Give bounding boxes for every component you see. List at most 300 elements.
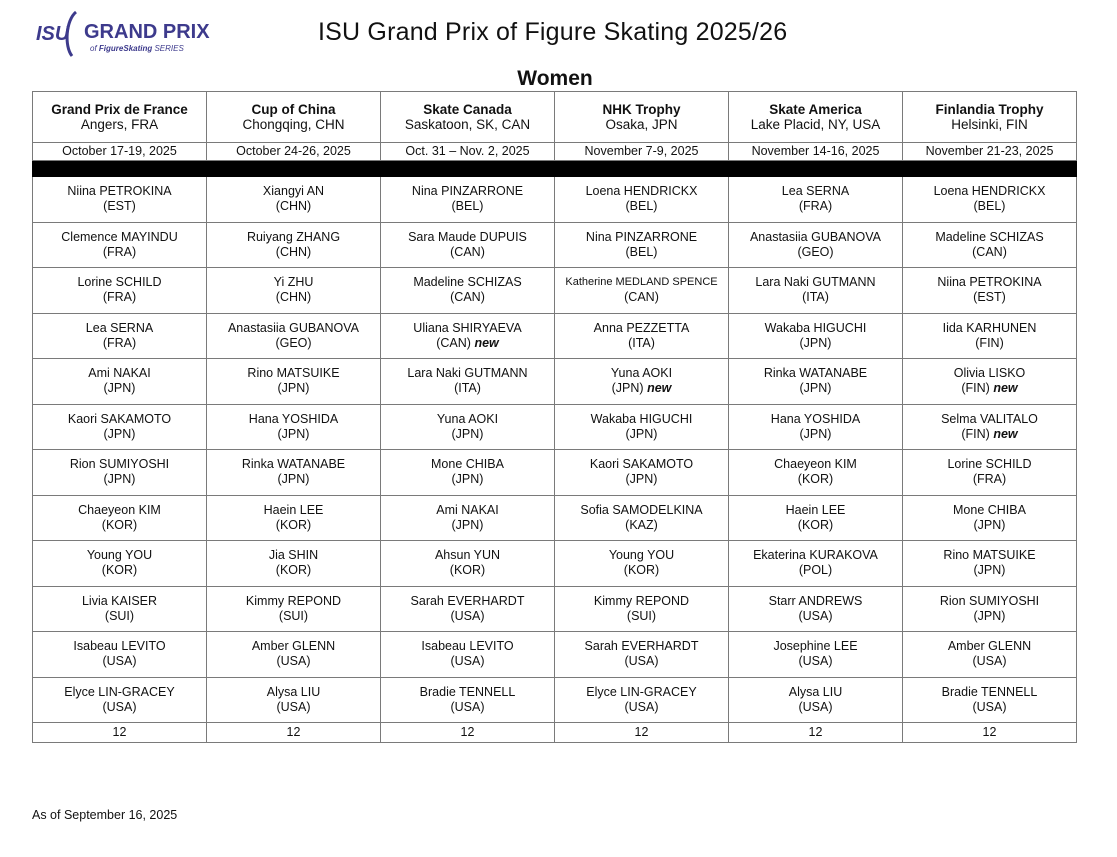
svg-text:GRAND PRIX: GRAND PRIX [84, 21, 210, 43]
skater-country: (USA) [972, 654, 1007, 669]
skater-country: (USA) [276, 654, 311, 669]
skater-name: Ruiyang ZHANG [246, 229, 341, 244]
skater-country-line [383, 609, 552, 624]
section-title-women: Women [517, 67, 593, 90]
event-header [207, 92, 381, 143]
skater-cell [729, 177, 903, 223]
skater-country: (JPN) [973, 563, 1006, 578]
skater-country: (JPN) [103, 426, 136, 441]
skater-cell [33, 404, 207, 450]
skater-name: Ami NAKAI [436, 502, 499, 517]
skater-country-line [35, 700, 204, 715]
separator-cell [903, 161, 1077, 177]
isu-logo-graphic [36, 8, 226, 60]
event-header [555, 92, 729, 143]
skater-cell [729, 404, 903, 450]
skater-name: Olivia LISKO [953, 366, 1026, 381]
skater-name: Rion SUMIYOSHI [939, 593, 1040, 608]
skater-country-line [731, 563, 900, 578]
skater-country: (FRA) [102, 244, 137, 259]
skater-country: (CAN) [450, 290, 485, 305]
skater-cell [555, 404, 729, 450]
skater-cell [381, 586, 555, 632]
skater-country-line [35, 336, 204, 351]
skater-name: Rinka WATANABE [241, 457, 346, 472]
table-row [33, 222, 1077, 268]
skater-cell [555, 495, 729, 541]
skater-country: (ITA) [454, 381, 481, 396]
skater-country: (CAN) [450, 244, 485, 259]
skater-name: Ami NAKAI [88, 366, 151, 381]
event-total: 12 [381, 723, 555, 743]
skater-country: (SUI) [104, 608, 135, 623]
skater-country: (ITA) [628, 335, 655, 350]
skater-name: Madeline SCHIZAS [413, 275, 522, 290]
event-name: Cup of China [251, 102, 336, 117]
skater-cell [555, 632, 729, 678]
table-row [33, 677, 1077, 723]
skater-country: (JPN) [799, 381, 832, 396]
skater-country-line [731, 381, 900, 396]
skater-country: (POL) [798, 563, 833, 578]
skater-name: Jia SHIN [268, 548, 319, 563]
event-header [729, 92, 903, 143]
skater-country-line [383, 245, 552, 260]
skater-name: Ahsun YUN [434, 548, 501, 563]
skater-name: Chaeyeon KIM [78, 502, 161, 517]
skater-country: (JPN) [625, 472, 658, 487]
skater-country: (JPN) [451, 472, 484, 487]
skater-cell [207, 404, 381, 450]
totals-row [33, 723, 1077, 743]
event-dates: October 17-19, 2025 [33, 143, 207, 161]
skater-name: Rion SUMIYOSHI [69, 457, 170, 472]
skater-name: Livia KAISER [81, 593, 158, 608]
skater-cell [729, 359, 903, 405]
skater-name: Yuna AOKI [610, 366, 673, 381]
svg-text:of FigureSkating SERIES: of FigureSkating SERIES [90, 44, 184, 53]
skater-name: Lea SERNA [85, 320, 154, 335]
skater-cell [903, 586, 1077, 632]
skater-country-line [209, 427, 378, 442]
event-dates: November 7-9, 2025 [555, 143, 729, 161]
table-row [33, 313, 1077, 359]
skater-country: (USA) [450, 654, 485, 669]
assignments-table [32, 91, 1077, 743]
skater-cell [33, 495, 207, 541]
skater-cell [33, 222, 207, 268]
separator-cell [381, 161, 555, 177]
skater-name: Mone CHIBA [953, 502, 1026, 517]
skater-name: Yi ZHU [273, 275, 314, 290]
skater-country-line [731, 199, 900, 214]
event-total: 12 [33, 723, 207, 743]
event-total: 12 [555, 723, 729, 743]
skater-cell [207, 222, 381, 268]
skater-country-line [383, 199, 552, 214]
skater-cell [33, 177, 207, 223]
skater-name: Kimmy REPOND [245, 593, 342, 608]
skater-cell [207, 586, 381, 632]
skater-name: Loena HENDRICKX [585, 184, 698, 199]
skater-country-line [557, 609, 726, 624]
skater-country: (JPN) [277, 381, 310, 396]
event-name: NHK Trophy [602, 102, 681, 117]
separator-cell [207, 161, 381, 177]
skater-country-line [557, 654, 726, 669]
event-total: 12 [729, 723, 903, 743]
skater-cell [729, 632, 903, 678]
skater-cell [207, 450, 381, 496]
skater-cell [381, 268, 555, 314]
skater-country-line [557, 518, 726, 533]
event-dates: October 24-26, 2025 [207, 143, 381, 161]
skater-country: (CHN) [275, 199, 312, 214]
skater-country: (CHN) [275, 244, 312, 259]
table-row [33, 359, 1077, 405]
skater-cell [207, 541, 381, 587]
table-row [33, 177, 1077, 223]
skater-country: (USA) [972, 699, 1007, 714]
isu-grand-prix-logo [36, 8, 226, 60]
skater-cell [33, 450, 207, 496]
skater-country: (FRA) [102, 335, 137, 350]
skater-country-line [731, 427, 900, 442]
skater-cell [207, 359, 381, 405]
skater-country-line [209, 472, 378, 487]
skater-cell [903, 632, 1077, 678]
event-location: Osaka, JPN [605, 117, 678, 132]
skater-country-line [905, 245, 1074, 260]
skater-name: Yuna AOKI [436, 411, 499, 426]
skater-country: (FRA) [972, 472, 1007, 487]
skater-cell [381, 404, 555, 450]
skater-country: (FRA) [798, 199, 833, 214]
skater-country: (SUI) [278, 608, 309, 623]
skater-name: Madeline SCHIZAS [935, 229, 1044, 244]
skater-country-line [209, 518, 378, 533]
skater-country: (EST) [103, 199, 136, 214]
skater-country-line [557, 700, 726, 715]
skater-country: (FRA) [102, 290, 137, 305]
skater-country-line [35, 609, 204, 624]
skater-country-line [209, 199, 378, 214]
skater-country-line [731, 700, 900, 715]
skater-name: Sarah EVERHARDT [410, 593, 525, 608]
skater-country: (FIN) [961, 381, 990, 396]
skater-country: (KOR) [449, 563, 486, 578]
skater-country-line [905, 336, 1074, 351]
skater-country: (JPN) [973, 517, 1006, 532]
skater-country: (USA) [102, 654, 137, 669]
skater-name: Isabeau LEVITO [421, 639, 514, 654]
skater-country-line [209, 245, 378, 260]
skater-name: Elyce LIN-GRACEY [64, 684, 175, 699]
skater-name: Niina PETROKINA [937, 275, 1042, 290]
skater-country-line [383, 336, 552, 351]
skater-name: Sofia SAMODELKINA [580, 502, 703, 517]
skater-name: Kimmy REPOND [593, 593, 690, 608]
skater-country: (FIN) [961, 426, 990, 441]
skater-cell [555, 677, 729, 723]
skater-name: Ekaterina KURAKOVA [753, 548, 878, 563]
skater-name: Rinka WATANABE [763, 366, 868, 381]
skater-country-line [557, 472, 726, 487]
skater-country-line [731, 518, 900, 533]
as-of-date: As of September 16, 2025 [32, 808, 178, 822]
skater-cell [33, 268, 207, 314]
skater-cell [555, 222, 729, 268]
skater-country-line [557, 563, 726, 578]
skater-country: (JPN) [625, 426, 658, 441]
table-row [33, 632, 1077, 678]
skater-country: (USA) [624, 699, 659, 714]
skater-country: (KOR) [623, 563, 660, 578]
skater-cell [555, 541, 729, 587]
skater-name: Rino MATSUIKE [247, 366, 340, 381]
skater-country-line [905, 518, 1074, 533]
event-header [903, 92, 1077, 143]
event-header-row [33, 92, 1077, 143]
skater-country-line [209, 563, 378, 578]
skater-cell [729, 450, 903, 496]
skater-name: Alysa LIU [788, 684, 843, 699]
skater-cell [381, 495, 555, 541]
skater-country-line [383, 563, 552, 578]
skater-country-line [731, 245, 900, 260]
skater-cell [555, 359, 729, 405]
skater-country-line [35, 563, 204, 578]
skater-country-line [209, 336, 378, 351]
skater-cell [207, 632, 381, 678]
skater-cell [207, 677, 381, 723]
skater-country: (JPN) [103, 472, 136, 487]
skater-country-line [209, 700, 378, 715]
document-title: ISU Grand Prix of Figure Skating 2025/26 [318, 18, 788, 46]
skater-country-line [557, 427, 726, 442]
skater-name: Hana YOSHIDA [248, 411, 339, 426]
skater-country: (JPN) [973, 608, 1006, 623]
event-dates: November 21-23, 2025 [903, 143, 1077, 161]
event-location: Lake Placid, NY, USA [750, 117, 881, 132]
skater-name: Iida KARHUNEN [942, 320, 1037, 335]
table-row [33, 450, 1077, 496]
skater-country: (JPN) [451, 426, 484, 441]
skater-country: (CAN) [436, 335, 471, 350]
skater-name: Nina PINZARRONE [411, 184, 524, 199]
skater-name: Josephine LEE [773, 639, 858, 654]
skater-cell [207, 268, 381, 314]
skater-name: Lorine SCHILD [77, 275, 162, 290]
skater-country: (GEO) [275, 335, 312, 350]
skater-country: (BEL) [451, 199, 484, 214]
skater-country-line [905, 700, 1074, 715]
skater-cell [33, 541, 207, 587]
skater-country-line [557, 199, 726, 214]
skater-country-line [209, 609, 378, 624]
skater-name: Haein LEE [263, 502, 324, 517]
skater-country-line [209, 381, 378, 396]
skater-cell [903, 541, 1077, 587]
event-header [33, 92, 207, 143]
event-name: Skate America [769, 102, 862, 117]
skater-name: Young YOU [86, 548, 153, 563]
skater-country-line [557, 381, 726, 396]
skater-country: (USA) [798, 699, 833, 714]
skater-name: Chaeyeon KIM [774, 457, 857, 472]
skater-country: (USA) [450, 608, 485, 623]
table-row [33, 586, 1077, 632]
skater-name: Anastasiia GUBANOVA [749, 229, 882, 244]
skater-cell [33, 632, 207, 678]
skater-cell [33, 677, 207, 723]
skater-country: (JPN) [277, 426, 310, 441]
event-location: Helsinki, FIN [951, 117, 1028, 132]
skater-cell [903, 495, 1077, 541]
event-name: Grand Prix de France [51, 102, 188, 117]
skater-country-line [905, 199, 1074, 214]
skater-cell [903, 222, 1077, 268]
skater-name: Sarah EVERHARDT [584, 639, 699, 654]
skater-name: Haein LEE [785, 502, 846, 517]
skater-name: Wakaba HIGUCHI [764, 320, 867, 335]
skater-name: Uliana SHIRYAEVA [413, 320, 522, 335]
skater-cell [381, 359, 555, 405]
event-dates: November 14-16, 2025 [729, 143, 903, 161]
skater-country: (KOR) [275, 517, 312, 532]
skater-name: Mone CHIBA [431, 457, 504, 472]
skater-cell [555, 586, 729, 632]
skater-name: Bradie TENNELL [941, 684, 1038, 699]
skater-country: (KAZ) [625, 517, 658, 532]
skater-country: (USA) [450, 699, 485, 714]
skater-country-line [905, 381, 1074, 396]
skater-country-line [383, 472, 552, 487]
skater-cell [207, 177, 381, 223]
skater-country: (KOR) [101, 563, 138, 578]
skater-name: Bradie TENNELL [419, 684, 516, 699]
skater-cell [729, 586, 903, 632]
table-row [33, 495, 1077, 541]
event-location: Angers, FRA [80, 117, 159, 132]
skater-country: (CAN) [972, 244, 1007, 259]
skater-name: Sara Maude DUPUIS [408, 229, 527, 244]
skater-cell [903, 268, 1077, 314]
skater-cell [903, 177, 1077, 223]
skater-country-line [905, 290, 1074, 305]
skater-country: (USA) [798, 608, 833, 623]
event-dates-row [33, 143, 1077, 161]
event-name: Finlandia Trophy [935, 102, 1044, 117]
skater-country-line [35, 654, 204, 669]
skater-country: (BEL) [625, 199, 658, 214]
skater-country: (JPN) [799, 426, 832, 441]
skater-cell [381, 541, 555, 587]
skater-country: (CHN) [275, 290, 312, 305]
skater-country-line [35, 427, 204, 442]
new-badge: new [993, 381, 1018, 396]
event-total: 12 [207, 723, 381, 743]
skater-country: (KOR) [275, 563, 312, 578]
skater-name: Loena HENDRICKX [933, 184, 1046, 199]
skater-name: Young YOU [608, 548, 675, 563]
skater-cell [729, 268, 903, 314]
skater-cell [555, 268, 729, 314]
skater-name: Starr ANDREWS [768, 593, 863, 608]
skater-country-line [905, 563, 1074, 578]
skater-name: Hana YOSHIDA [770, 411, 861, 426]
skater-country-line [731, 336, 900, 351]
skater-name: Amber GLENN [947, 639, 1032, 654]
table-row [33, 404, 1077, 450]
skater-country-line [731, 290, 900, 305]
skater-country-line [557, 290, 726, 305]
skater-name: Katherine MEDLAND SPENCE [565, 276, 718, 289]
skater-country: (USA) [798, 654, 833, 669]
skater-cell [555, 313, 729, 359]
skater-cell [903, 677, 1077, 723]
skater-name: Alysa LIU [266, 684, 321, 699]
svg-text:ISU: ISU [36, 23, 70, 45]
event-total: 12 [903, 723, 1077, 743]
skater-country: (FIN) [975, 335, 1004, 350]
skater-cell [729, 495, 903, 541]
skater-cell [729, 222, 903, 268]
skater-country: (JPN) [451, 517, 484, 532]
skater-country-line [905, 472, 1074, 487]
skater-country-line [383, 381, 552, 396]
table-row [33, 268, 1077, 314]
skater-cell [555, 450, 729, 496]
skater-country-line [383, 427, 552, 442]
skater-country-line [209, 654, 378, 669]
skater-cell [381, 450, 555, 496]
skater-country: (BEL) [973, 199, 1006, 214]
skater-name: Amber GLENN [251, 639, 336, 654]
skater-country: (JPN) [611, 381, 644, 396]
skater-country-line [383, 654, 552, 669]
event-header [381, 92, 555, 143]
table-row [33, 541, 1077, 587]
skater-country-line [35, 381, 204, 396]
skater-country-line [731, 609, 900, 624]
skater-country-line [557, 245, 726, 260]
skater-name: Lara Naki GUTMANN [755, 275, 876, 290]
skater-country: (EST) [973, 290, 1006, 305]
skater-name: Rino MATSUIKE [943, 548, 1036, 563]
skater-country: (KOR) [101, 517, 138, 532]
skater-country: (USA) [276, 699, 311, 714]
new-badge: new [647, 381, 672, 396]
skater-name: Isabeau LEVITO [73, 639, 166, 654]
skater-cell [207, 313, 381, 359]
new-badge: new [993, 426, 1018, 441]
skater-cell [381, 677, 555, 723]
skater-country-line [35, 290, 204, 305]
skater-country: (JPN) [277, 472, 310, 487]
skater-country-line [383, 290, 552, 305]
skater-name: Wakaba HIGUCHI [590, 411, 693, 426]
event-location: Saskatoon, SK, CAN [404, 117, 531, 132]
skater-country-line [383, 518, 552, 533]
skater-name: Anna PEZZETTA [593, 320, 690, 335]
skater-name: Nina PINZARRONE [585, 229, 698, 244]
skater-country: (SUI) [626, 608, 657, 623]
skater-country: (JPN) [103, 381, 136, 396]
skater-country-line [35, 199, 204, 214]
skater-country: (KOR) [797, 517, 834, 532]
skater-country: (CAN) [624, 290, 659, 305]
